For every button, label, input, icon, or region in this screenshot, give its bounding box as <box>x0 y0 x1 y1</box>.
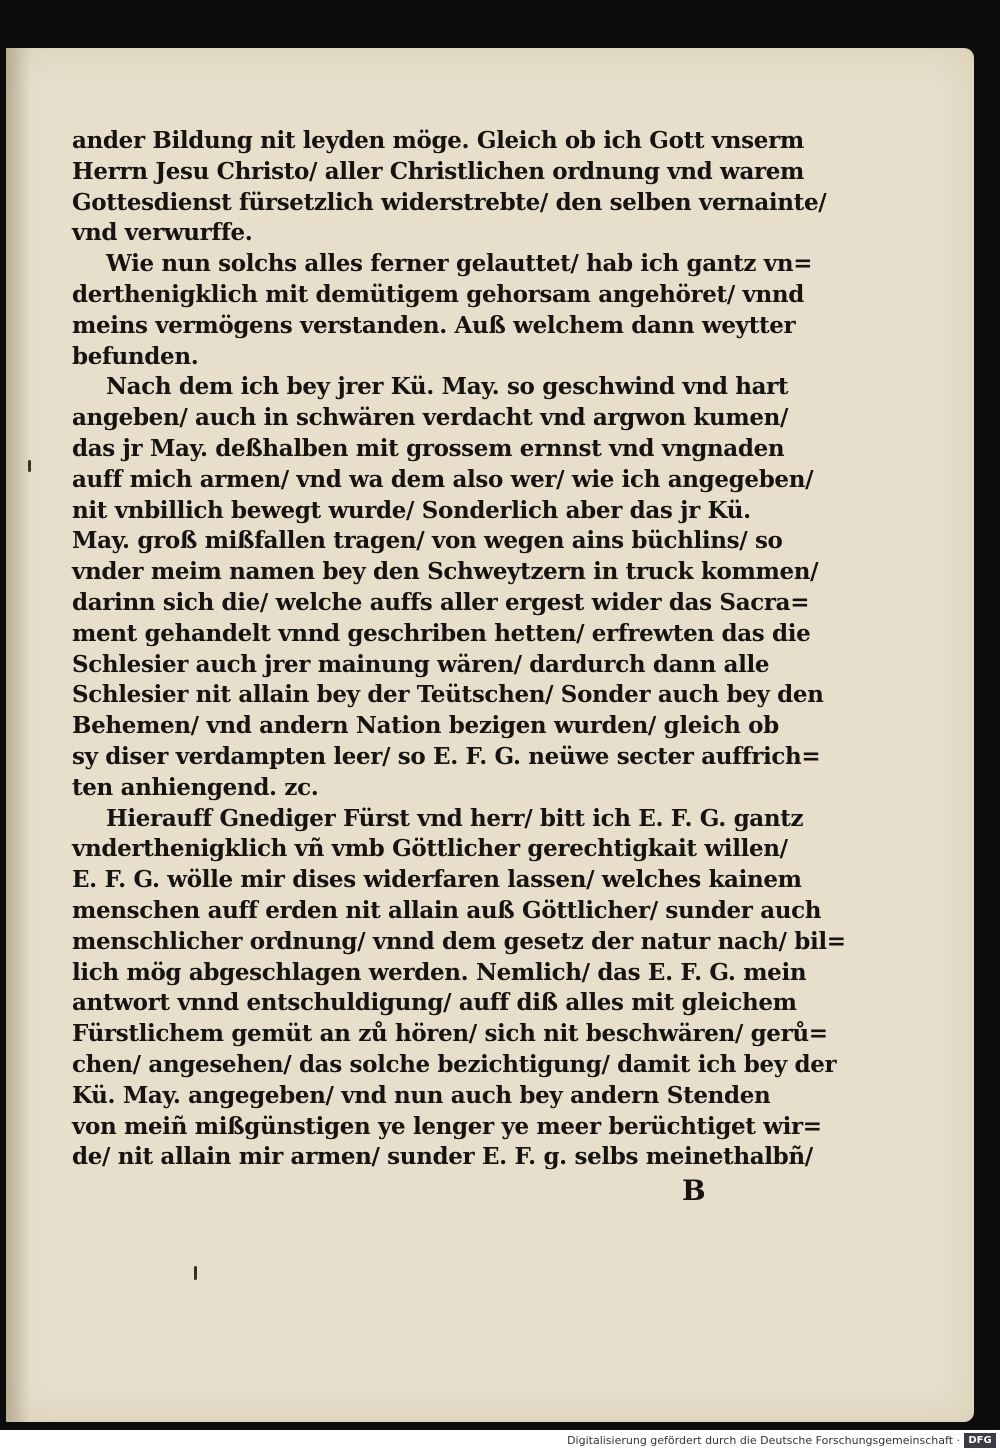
footer-credit: Digitalisierung gefördert durch die Deutsche Forschungsgemeinschaft · <box>567 1434 960 1447</box>
paragraph-start-line: Hierauff Gnediger Fürst vnd herr/ bitt ich E. F. G. gantz <box>106 804 804 832</box>
text-line: ment gehandelt vnnd geschriben hetten/ erfrewten das die <box>72 619 811 647</box>
text-line: menschen auff erden nit allain auß Göttlicher/ sunder auch <box>72 896 822 924</box>
text-line: derthenigklich mit demütigem gehorsam angehöret/ vnnd <box>72 280 805 308</box>
text-line: von meiñ mißgünstigen ye lenger ye meer berüchtiget wir= <box>72 1112 822 1140</box>
text-line: angeben/ auch in schwären verdacht vnd argwon kumen/ <box>72 404 789 432</box>
text-line: Gottesdienst fürsetzlich widerstrebte/ den selben vernainte/ <box>72 188 827 216</box>
text-line: vnd verwurffe. <box>72 219 253 247</box>
text-line: vnder meim namen bey den Schweytzern in truck kommen/ <box>72 558 819 586</box>
text-line: Kü. May. angegeben/ vnd nun auch bey andern Stenden <box>72 1081 771 1109</box>
text-line: ten anhiengend. zc. <box>72 773 319 801</box>
dfg-logo: DFG <box>964 1433 996 1448</box>
text-line: darinn sich die/ welche auffs aller ergest wider das Sacra= <box>72 588 810 616</box>
text-line: lich mög abgeschlagen werden. Nemlich/ das E. F. G. mein <box>72 958 807 986</box>
text-line: E. F. G. wölle mir dises widerfaren lassen/ welches kainem <box>72 866 802 894</box>
text-line: sy diser verdampten leer/ so E. F. G. neüwe secter auffrich= <box>72 742 821 770</box>
text-line: Behemen/ vnd andern Nation bezigen wurden/ gleich ob <box>72 712 779 740</box>
text-line: menschlicher ordnung/ vnnd dem gesetz der natur nach/ bil= <box>72 927 846 955</box>
text-line: befunden. <box>72 342 199 370</box>
text-line: chen/ angesehen/ das solche bezichtigung/ damit ich bey der <box>72 1050 837 1078</box>
margin-mark <box>28 460 31 472</box>
text-line: antwort vnnd entschuldigung/ auff diß alles mit gleichem <box>72 989 797 1017</box>
page-gutter-shadow <box>6 48 30 1422</box>
text-line: auff mich armen/ vnd wa dem also wer/ wie ich angegeben/ <box>72 465 814 493</box>
book-page <box>6 48 974 1422</box>
signature-mark: B <box>682 1174 706 1207</box>
paragraph-start-line: Nach dem ich bey jrer Kü. May. so geschwind vnd hart <box>106 373 789 401</box>
text-line: Schlesier auch jrer mainung wären/ dardurch dann alle <box>72 650 770 678</box>
text-line: Schlesier nit allain bey der Teütschen/ Sonder auch bey den <box>72 681 824 709</box>
paragraph-start-line: Wie nun solchs alles ferner gelauttet/ hab ich gantz vn= <box>106 250 813 278</box>
text-line: meins vermögens verstanden. Auß welchem dann weytter <box>72 311 796 339</box>
text-line: Fürstlichem gemüt an zů hören/ sich nit beschwären/ gerů= <box>72 1020 828 1048</box>
text-line: ander Bildung nit leyden möge. Gleich ob ich Gott vnserm <box>72 127 804 154</box>
text-line: das jr May. deßhalben mit grossem ernnst vnd vngnaden <box>72 434 785 462</box>
text-line: vnderthenigklich vñ vmb Göttlicher gerechtigkait willen/ <box>72 835 788 863</box>
text-line: de/ nit allain mir armen/ sunder E. F. g. selbs meinethalbñ/ <box>72 1143 813 1171</box>
margin-mark <box>194 1266 197 1280</box>
text-block <box>72 126 846 1173</box>
footer-bar <box>0 1430 1000 1452</box>
text-line: May. groß mißfallen tragen/ von wegen ains büchlins/ so <box>72 527 783 555</box>
text-line: Herrn Jesu Christo/ aller Christlichen ordnung vnd warem <box>72 157 805 185</box>
text-line: nit vnbillich bewegt wurde/ Sonderlich aber das jr Kü. <box>72 496 751 524</box>
